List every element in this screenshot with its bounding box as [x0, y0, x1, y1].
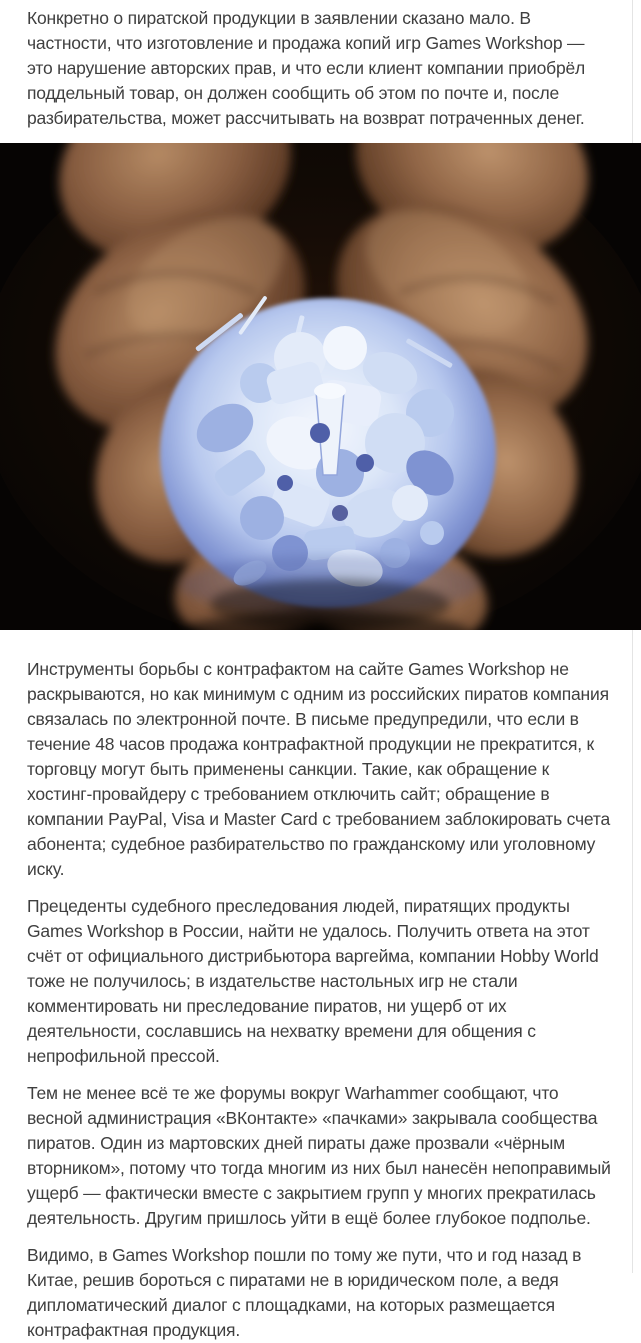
- article-photo[interactable]: [0, 143, 641, 630]
- body-paragraph-vkontakte: Тем не менее всё те же форумы вокруг Warhammer сообщают, что весной администрация «ВКонтакте» «пачками» закрывала сообщества пиратов. Один из мартовских дней пираты даже прозвали «чёрным вторником», потому что тогда многим из них был нанесён непоправимый ущерб — фактически вместе с закрытием групп у многих прекратилась деятельность. Другим пришлось уйти в ещё более глубокое подполье.: [27, 1083, 611, 1228]
- intro-paragraph: Конкретно о пиратской продукции в заявлении сказано мало. В частности, что изготовление и продажа копий игр Games Workshop — это нарушение авторских прав, и что если клиент компании приобрёл поддельный товар, он должен сообщить об этом по почте и, после разбирательства, может рассчитывать на возврат потраченных денег.: [27, 8, 586, 128]
- body-paragraph-precedents: Прецеденты судебного преследования людей, пиратящих продукты Games Workshop в России, найти не удалось. Получить ответа на этот счёт от официального дистрибьютора варгейма, компании Hobby World тоже не получилось; в издательстве настольных игр не стали комментировать ни преследование пиратов, ни ущерб от их деятельности, сославшись на нехватку времени для общения с непрофильной прессой.: [27, 896, 599, 1066]
- body-paragraph-tools: Инструменты борьбы с контрафактом на сайте Games Workshop не раскрываются, но как минимум с одним из российских пиратов компания связалась по электронной почте. В письме предупредили, что если в течение 48 часов продажа контрафактной продукции не прекратится, к торговцу могут быть применены санкции. Такие, как обращение к хостинг-провайдеру с требованием отключить сайт; обращение в компании PayPal, Visa и Master Card с требованием заблокировать счета абонента; судебное разбирательство по гражданскому или уголовному иску.: [27, 659, 611, 879]
- closing-paragraph: Видимо, в Games Workshop пошли по тому же пути, что и год назад в Китае, решив бороться с пиратами не в юридическом поле, а ведя дипломатический диалог с площадками, на которых размещается контрафактная продукция.: [27, 1245, 582, 1340]
- hands-miniatures-illustration: [0, 143, 641, 630]
